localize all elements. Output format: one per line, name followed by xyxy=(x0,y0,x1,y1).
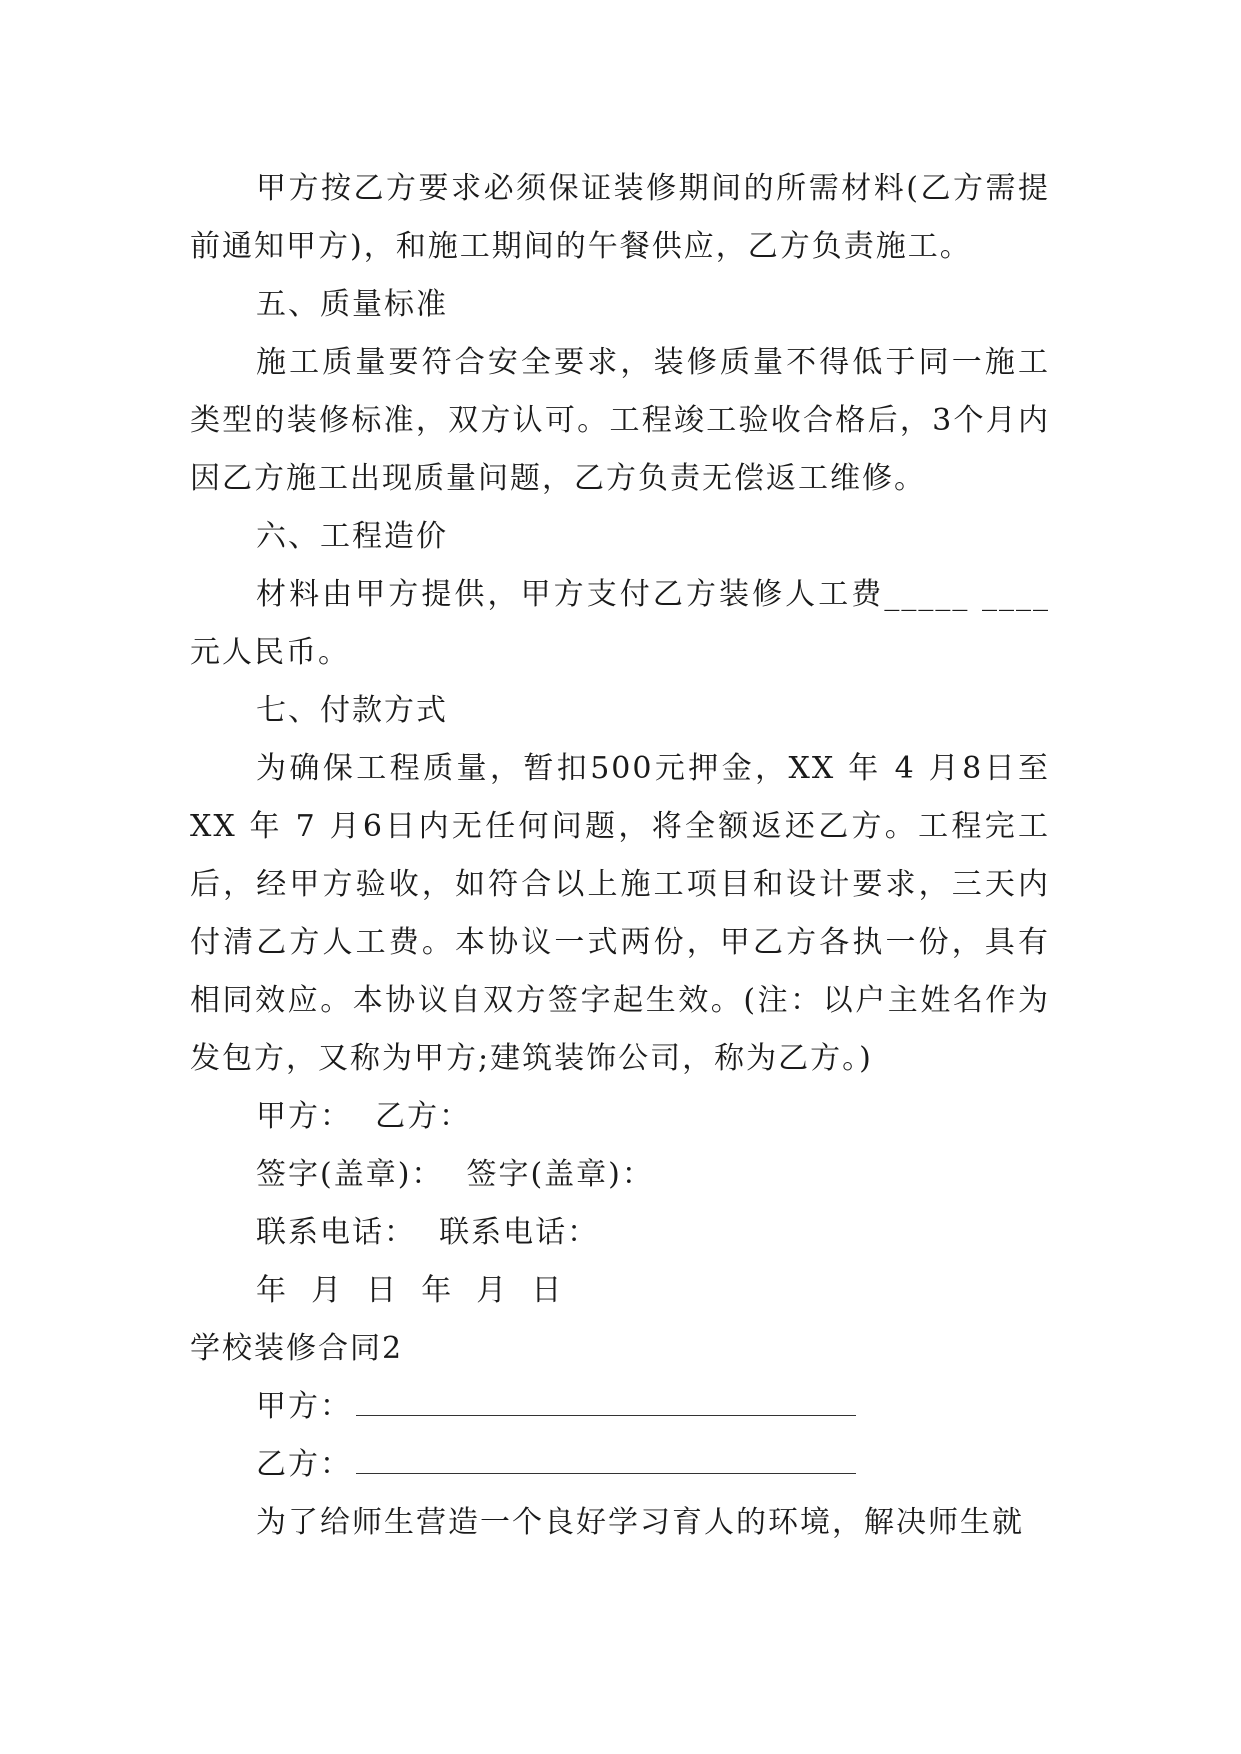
paragraph-quality: 施工质量要符合安全要求，装修质量不得低于同一施工类型的装修标准，双方认可。工程竣工验收合格后，3个月内因乙方施工出现质量问题，乙方负责无偿返工维修。 xyxy=(190,345,1050,496)
party-a-row xyxy=(190,1378,1050,1436)
party-b-blank-line xyxy=(356,1443,856,1474)
contract-2-title: 学校装修合同2 xyxy=(190,1331,404,1366)
signature-date: 年 月 日 年 月 日 xyxy=(256,1273,564,1308)
party-b-row xyxy=(190,1436,1050,1494)
heading-project-cost: 六、工程造价 xyxy=(256,519,448,554)
paragraph-intro: 为了给师生营造一个良好学习育人的环境，解决师生就 xyxy=(256,1505,1024,1540)
party-a-label: 甲方： xyxy=(256,1389,352,1424)
heading-quality-standard: 五、质量标准 xyxy=(256,287,448,322)
document-body xyxy=(190,160,1050,1552)
party-a-blank-line xyxy=(356,1385,856,1416)
party-b-label: 乙方： xyxy=(256,1447,352,1482)
signature-seal: 签字(盖章)： 签字(盖章)： xyxy=(256,1157,654,1192)
paragraph-cost: 材料由甲方提供，甲方支付乙方装修人工费_____ ____元人民币。 xyxy=(190,577,1050,670)
paragraph-payment: 为确保工程质量，暂扣500元押金，XX 年 4 月8日至XX 年 7 月6日内无任何问题，将全额返还乙方。工程完工后，经甲方验收，如符合以上施工项目和设计要求，三天内付清乙方人工费。本协议一式两份，甲乙方各执一份，具有相同效应。本协议自双方签字起生效。(注：以户主姓名作为发包方，又称为甲方;建筑装饰公司，称为乙方。) xyxy=(190,751,1050,1076)
heading-payment-method: 七、付款方式 xyxy=(256,693,448,728)
signature-phone: 联系电话： 联系电话： xyxy=(256,1215,600,1250)
paragraph-materials: 甲方按乙方要求必须保证装修期间的所需材料(乙方需提前通知甲方)，和施工期间的午餐供应，乙方负责施工。 xyxy=(190,171,1050,264)
signature-parties: 甲方： 乙方： xyxy=(256,1099,472,1134)
